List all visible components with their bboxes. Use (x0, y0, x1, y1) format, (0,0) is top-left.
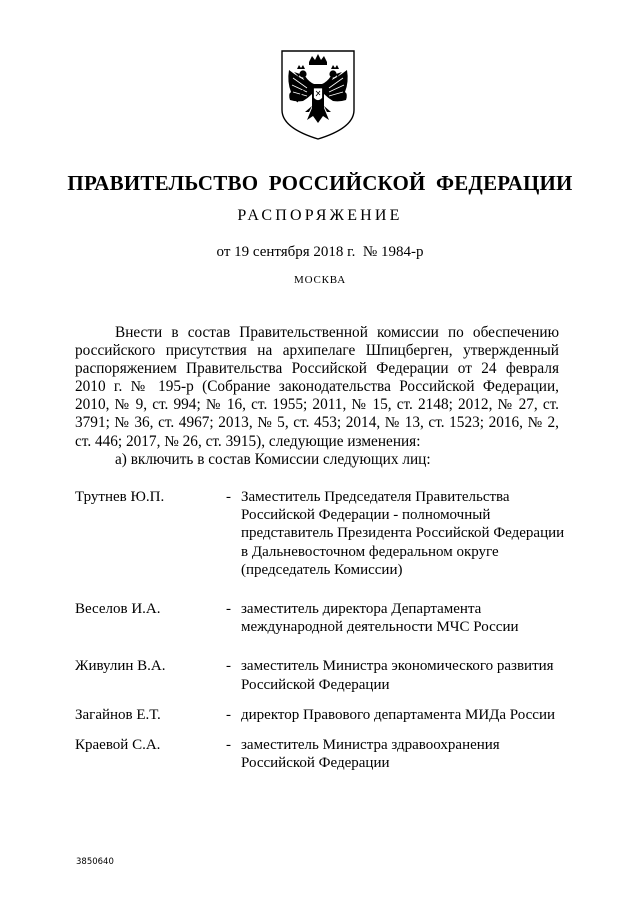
member-name: Краевой С.А. (75, 737, 161, 754)
member-dash: - (226, 489, 231, 505)
member-dash: - (226, 658, 231, 675)
document-type: РАСПОРЯЖЕНИЕ (237, 207, 403, 224)
member-position: директор Правового департамента МИДа России (241, 706, 556, 723)
order-item-a: а) включить в состав Комиссии следующих лиц: (115, 450, 431, 468)
document-id-number: 3850640 (76, 857, 114, 867)
member-row (75, 736, 565, 772)
coat-of-arms-icon (279, 48, 357, 142)
member-row (75, 657, 565, 693)
member-name: Трутнев Ю.П. (75, 489, 165, 505)
order-body (75, 324, 559, 469)
order-intro-paragraph: Внести в состав Правительственной комиссии по обеспечению российского присутствия на архипелаге Шпицберген, утвержденный распоряжением Правительства Российской Федерации от 24 февраля 2010 г. № 195-р (Собрание законодательства Российской Федерации, 2010, № 9, ст. 994; № 16, ст. 1955; 2011, № 15, ст. 2148; 2012, № 27, ст. 3791; № 36, ст. 4967; 2013, № 5, ст. 453; 2014, № 13, ст. 1523; 2016, № 2, ст. 446; 2017, № 26, ст. 3915), следующие изменения: (75, 324, 559, 450)
member-dash: - (226, 737, 231, 754)
government-title: ПРАВИТЕЛЬСТВО РОССИЙСКОЙ ФЕДЕРАЦИИ (67, 171, 573, 195)
member-dash: - (226, 706, 231, 723)
member-row (75, 488, 565, 579)
member-position: заместитель директора Департамента международной деятельности МЧС России (241, 601, 519, 636)
member-row (75, 600, 565, 636)
member-position: Заместитель Председателя Правительства Российской Федерации - полномочный представитель Президента Российской Федерации в Дальневосточном федеральном округе (председатель Комиссии) (241, 489, 565, 578)
commission-members-list (75, 488, 565, 772)
document-city: МОСКВА (294, 274, 346, 286)
document-date-number: от 19 сентября 2018 г. № 1984-р (216, 244, 424, 260)
member-position: заместитель Министра здравоохранения Российской Федерации (241, 737, 500, 772)
member-name: Загайнов Е.Т. (75, 706, 161, 723)
member-row (75, 706, 565, 724)
member-position: заместитель Министра экономического развития Российской Федерации (241, 658, 554, 693)
member-name: Веселов И.А. (75, 601, 161, 618)
member-dash: - (226, 601, 231, 618)
member-name: Живулин В.А. (75, 658, 166, 675)
